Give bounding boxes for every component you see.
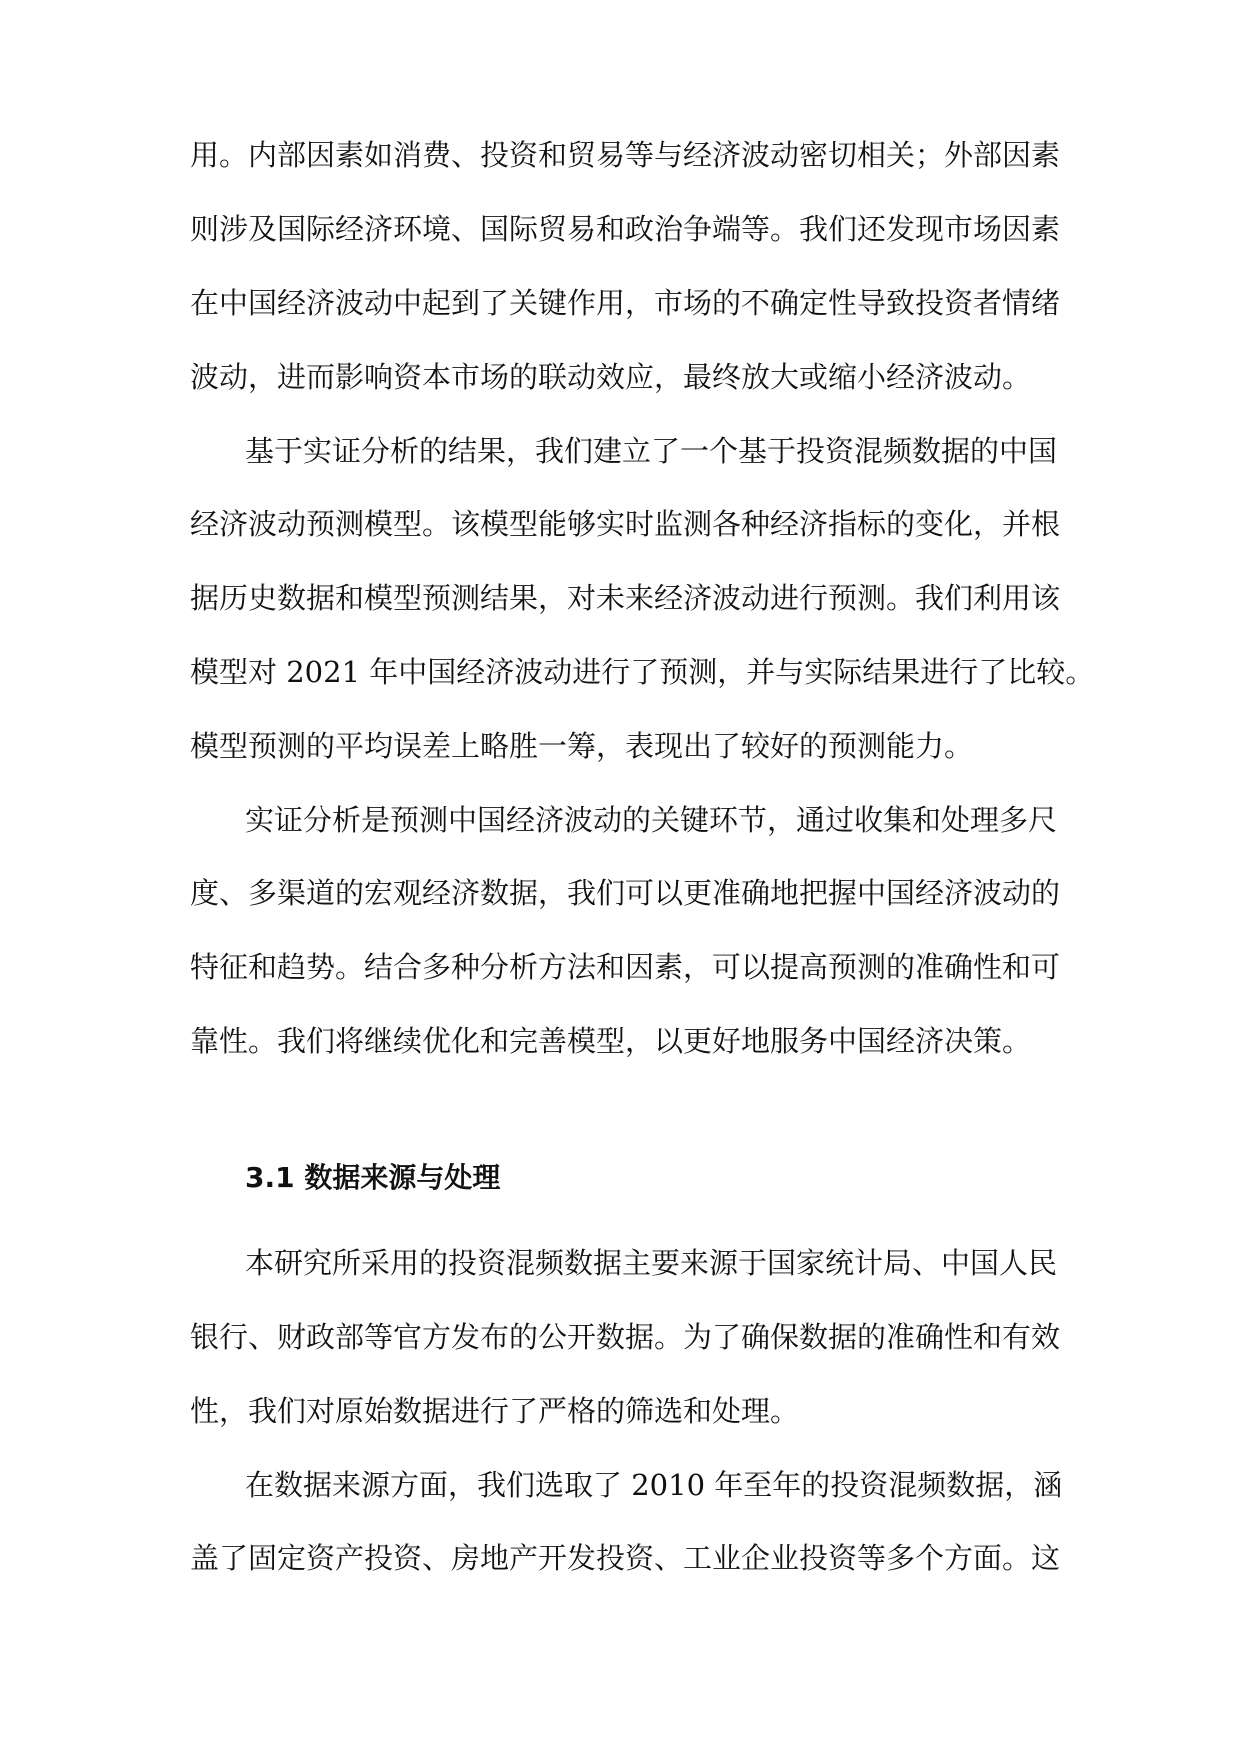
text-line: 特征和趋势。结合多种分析方法和因素，可以提高预测的准确性和可 — [190, 950, 1061, 984]
text-line: 则涉及国际经济环境、国际贸易和政治争端等。我们还发现市场因素 — [190, 212, 1061, 246]
text-line: 经济波动预测模型。该模型能够实时监测各种经济指标的变化，并根 — [190, 507, 1061, 541]
text-line: 银行、财政部等官方发布的公开数据。为了确保数据的准确性和有效 — [190, 1320, 1061, 1354]
text-line: 盖了固定资产投资、房地产开发投资、工业企业投资等多个方面。这 — [190, 1541, 1061, 1575]
text-line: 用。内部因素如消费、投资和贸易等与经济波动密切相关；外部因素 — [190, 138, 1061, 172]
paragraph-first-line: 基于实证分析的结果，我们建立了一个基于投资混频数据的中国 — [245, 434, 1058, 468]
paragraph-first-line: 在数据来源方面，我们选取了 2010 年至年的投资混频数据，涵 — [245, 1468, 1063, 1502]
paragraph-first-line: 实证分析是预测中国经济波动的关键环节，通过收集和处理多尺 — [245, 803, 1058, 837]
text-line: 模型对 2021 年中国经济波动进行了预测，并与实际结果进行了比较。 — [190, 655, 1095, 689]
text-line: 在中国经济波动中起到了关键作用，市场的不确定性导致投资者情绪 — [190, 286, 1061, 320]
text-line: 波动，进而影响资本市场的联动效应，最终放大或缩小经济波动。 — [190, 360, 1032, 394]
paragraph-first-line: 本研究所采用的投资混频数据主要来源于国家统计局、中国人民 — [245, 1246, 1058, 1280]
text-line: 模型预测的平均误差上略胜一筹，表现出了较好的预测能力。 — [190, 729, 974, 763]
text-line: 靠性。我们将继续优化和完善模型，以更好地服务中国经济决策。 — [190, 1024, 1032, 1058]
text-line: 度、多渠道的宏观经济数据，我们可以更准确地把握中国经济波动的 — [190, 876, 1061, 910]
section-heading: 3.1 数据来源与处理 — [245, 1161, 501, 1194]
text-line: 据历史数据和模型预测结果，对未来经济波动进行预测。我们利用该 — [190, 581, 1061, 615]
text-line: 性，我们对原始数据进行了严格的筛选和处理。 — [190, 1394, 800, 1428]
